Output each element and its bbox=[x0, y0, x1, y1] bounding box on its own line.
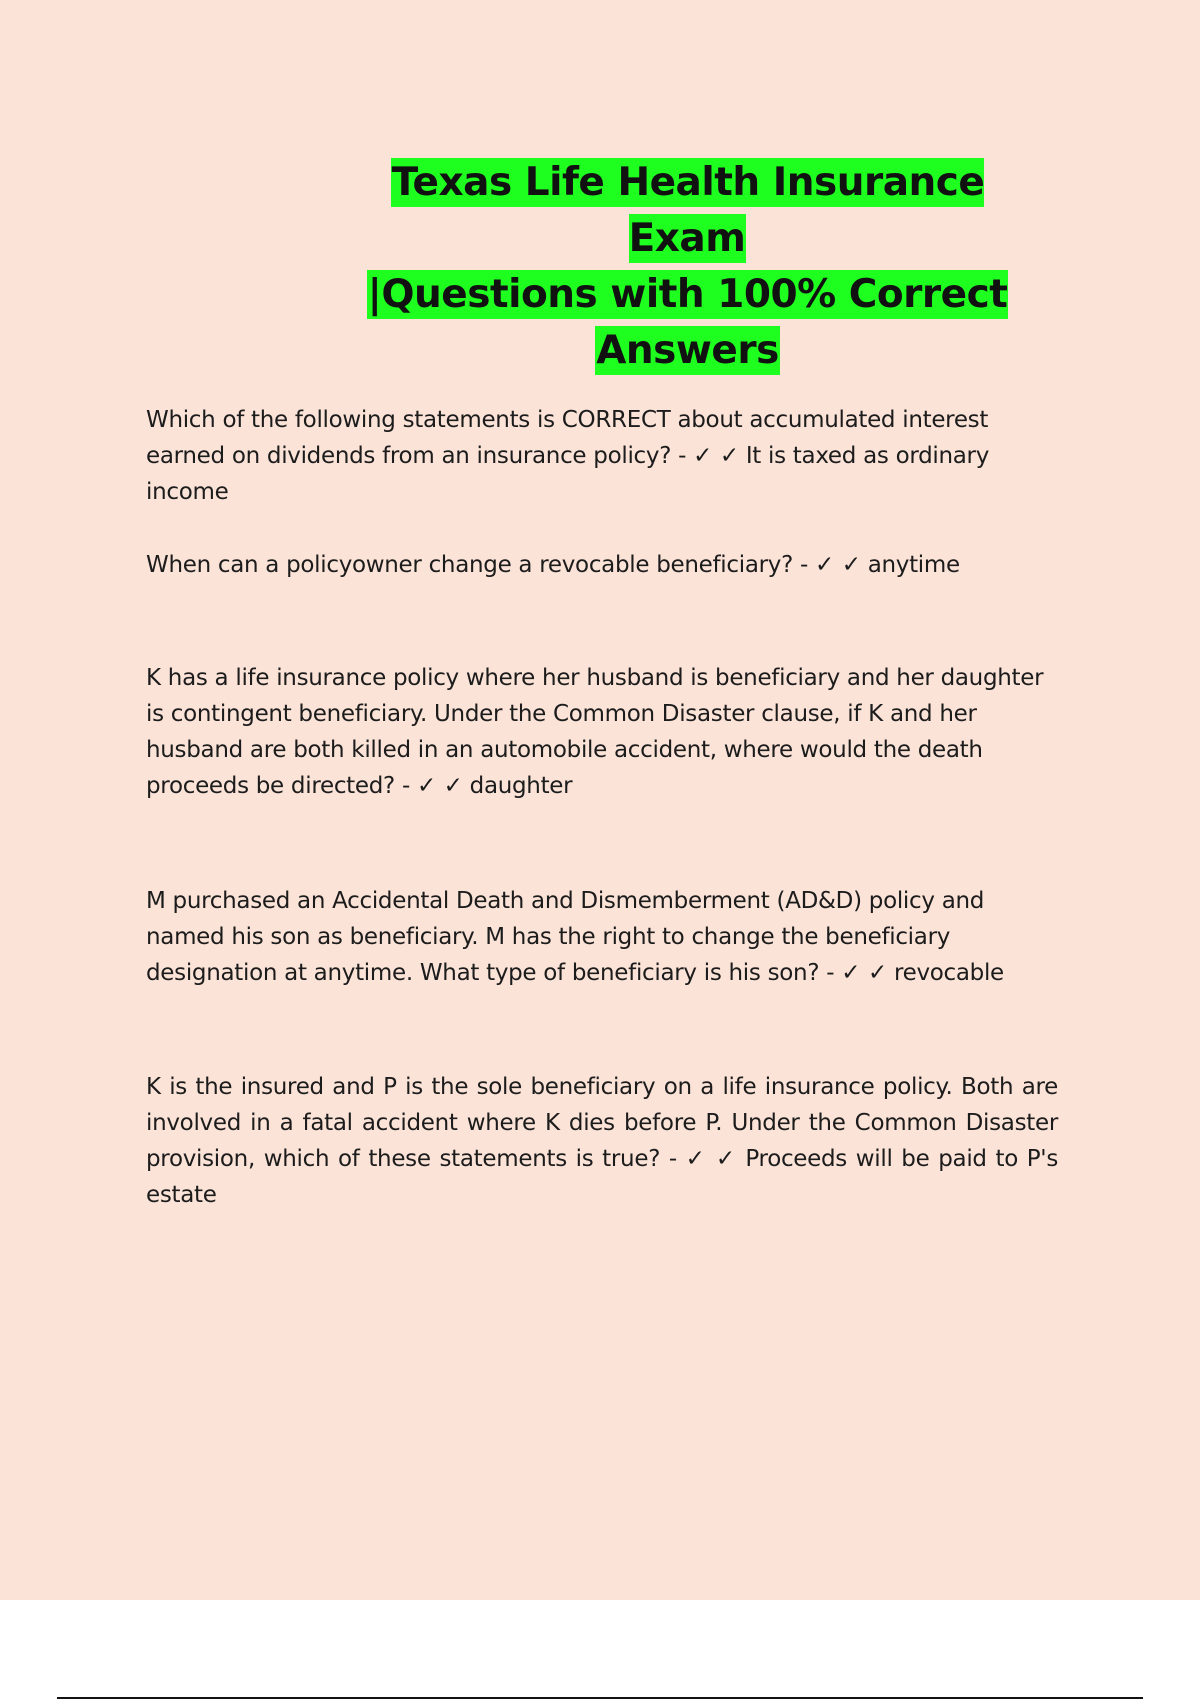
check-marks-icon: ✓ ✓ bbox=[693, 443, 739, 469]
separator: - bbox=[671, 443, 694, 469]
footer-divider bbox=[57, 1697, 1143, 1699]
page-title bbox=[330, 155, 1045, 379]
answer-text: daughter bbox=[469, 773, 573, 799]
question-text: When can a policyowner change a revocable beneficiary? bbox=[146, 552, 793, 578]
separator: - bbox=[660, 1146, 686, 1172]
separator: - bbox=[819, 960, 842, 986]
answer-text: anytime bbox=[867, 552, 960, 578]
check-marks-icon: ✓ ✓ bbox=[841, 960, 887, 986]
answer-text: revocable bbox=[893, 960, 1004, 986]
title-line-2: |Questions with 100% Correct bbox=[367, 272, 1008, 317]
title-line-3: Answers bbox=[596, 328, 779, 373]
question-text: Which of the following statements is CORRECT about accumulated interest earned on dividends from an insurance policy? bbox=[146, 407, 989, 469]
check-marks-icon: ✓ ✓ bbox=[815, 552, 861, 578]
question-text: K has a life insurance policy where her husband is beneficiary and her daughter is contingent beneficiary. Under the Common Disaster clause, if K and her husband are both killed in an automobile accident, where would the death proceeds be directed? bbox=[146, 665, 1044, 799]
qa-item-3 bbox=[146, 660, 1058, 804]
check-marks-icon: ✓ ✓ bbox=[416, 773, 463, 799]
separator: - bbox=[792, 552, 816, 578]
question-text: M purchased an Accidental Death and Dismemberment (AD&D) policy and named his son as beneficiary. M has the right to change the beneficiary designation at anytime. What type of beneficiary is his son? bbox=[146, 888, 985, 986]
title-line-1: Texas Life Health Insurance Exam bbox=[391, 160, 985, 261]
separator: - bbox=[394, 773, 417, 799]
qa-item-4 bbox=[146, 883, 1058, 991]
qa-item-5 bbox=[146, 1069, 1058, 1213]
answer-text: It is taxed as ordinary income bbox=[146, 443, 990, 505]
check-marks-icon: ✓ ✓ bbox=[685, 1146, 737, 1172]
qa-item-2 bbox=[146, 547, 1058, 583]
qa-item-1 bbox=[146, 402, 1058, 510]
question-text: K is the insured and P is the sole beneficiary on a life insurance policy. Both are involved in a fatal accident where K dies before P. Under the Common Disaster provision, which of these statements is true? bbox=[146, 1074, 1058, 1172]
answer-text: Proceeds will be paid to P's estate bbox=[146, 1146, 1059, 1208]
